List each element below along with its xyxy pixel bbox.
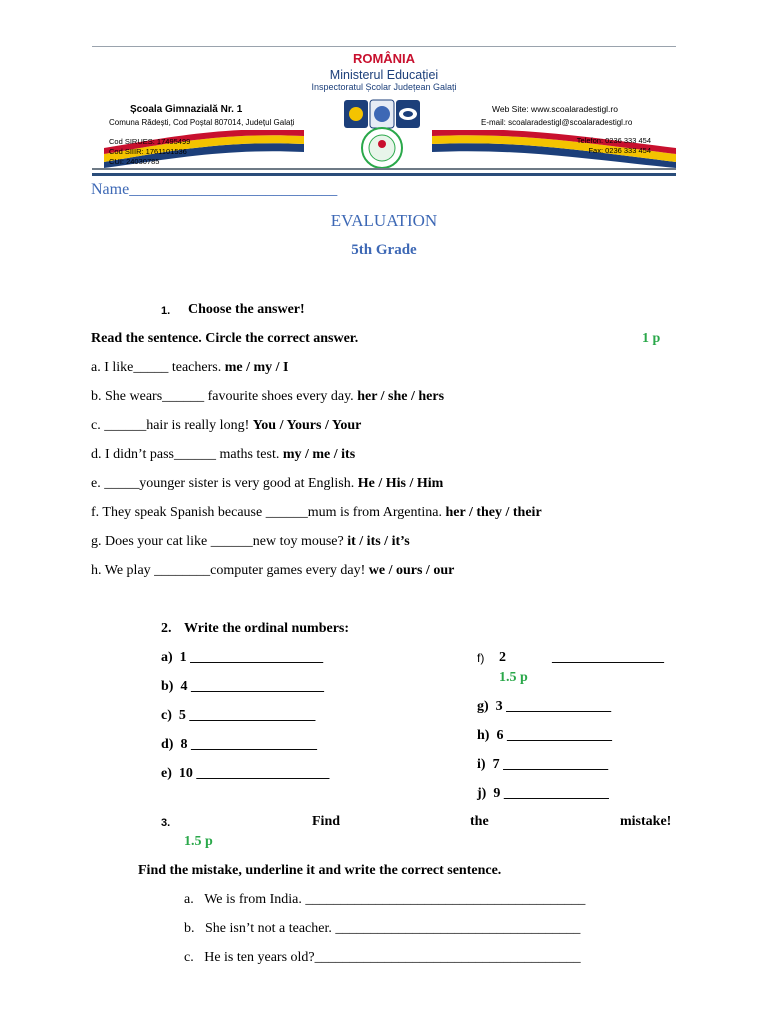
item-letter: e) [161,766,172,781]
ex1-item-c [91,418,361,434]
item-text: f. They speak Spanish because ______mum is from Argentina. [91,505,446,520]
ex2-points: 1.5 p [499,670,528,685]
ex3-item-c [184,950,581,966]
ex2-right-g [477,699,611,715]
item-letter: b. [184,921,195,936]
item-letter: i) [477,757,486,772]
school-codes [109,137,190,167]
answer-options[interactable]: He / His / Him [357,476,444,491]
ex1-number: 1. [161,305,171,317]
answer-options[interactable]: me / my / I [224,360,289,375]
ex2-heading: Write the ordinal numbers: [184,621,350,636]
ordinal-blank[interactable]: 4 ___________________ [180,679,324,694]
item-letter: a) [161,650,173,665]
answer-options[interactable]: it / its / it’s [347,534,410,549]
correction-line[interactable]: He is ten years old?______________________________________ [204,950,581,965]
item-letter: c. [184,950,194,965]
item-letter: b) [161,679,174,694]
inspectorate-name: Inspectoratul Școlar Județean Galați [311,82,457,92]
email-link[interactable]: E-mail: scoalaradestigl@scoalaradestigl.ro [481,118,633,127]
ex1-item-e [91,476,443,492]
ex1-item-g [91,534,410,550]
item-text: b. She wears______ favourite shoes every day. [91,389,358,404]
ex2-right-i [477,757,608,773]
ex3-item-b [184,921,580,937]
item-text: e. _____younger sister is very good at English. [91,476,358,491]
ex2-left-c [161,708,315,724]
correction-line[interactable]: She isn’t not a teacher. ___________________________________ [205,921,581,936]
fax-number: Fax: 0236 333 454 [588,146,651,155]
website-link[interactable]: Web Site: www.scoalaradestigl.ro [492,104,618,114]
ex1-instruction: Read the sentence. Circle the correct answer. [91,331,359,346]
ex3-number: 3. [161,817,171,829]
answer-options[interactable]: we / ours / our [368,563,455,578]
school-logos [342,98,422,170]
ex2-number: 2. [161,621,172,636]
ex3-instruction: Find the mistake, underline it and write the correct sentence. [138,863,502,878]
item-text: c. ______hair is really long! [91,418,253,433]
ex3-heading-word-1: Find [312,814,341,829]
ordinal-blank[interactable]: 9 _______________ [493,786,609,801]
header-bottom-bar [92,173,676,176]
item-text: d. I didn’t pass______ maths test. [91,447,283,462]
item-text: a. I like_____ teachers. [91,360,225,375]
item-letter: g) [477,699,489,714]
grade-subtitle: 5th Grade [351,242,417,258]
answer-options[interactable]: her / she / hers [357,389,445,404]
ex1-item-d [91,447,355,463]
ordinal-blank[interactable]: 5 __________________ [178,708,316,723]
ex2-right-h [477,728,612,744]
letterhead [92,44,676,178]
ex1-item-b [91,389,444,405]
ordinal-blank[interactable]: 6 _______________ [496,728,612,743]
ex3-heading-word-3: mistake! [620,814,672,829]
ordinal-blank[interactable]: 7 _______________ [492,757,609,772]
item-letter: j) [477,786,487,801]
code-cui: CUI: 24030785 [109,157,160,166]
name-field [91,181,337,199]
item-letter: h) [477,728,490,743]
answer-options[interactable]: her / they / their [445,505,542,520]
ex2-right-f-number: 2 [499,650,506,665]
header-bottom-rule [92,168,676,170]
ex3-points: 1.5 p [184,834,213,849]
ex2-left-a [161,650,323,666]
school-name: Școala Gimnazială Nr. 1 [130,104,243,115]
ex2-right-j [477,786,609,802]
answer-options[interactable]: You / Yours / Your [252,418,362,433]
item-letter: a. [184,892,194,907]
ex2-right-f-line[interactable]: ________________ [552,650,664,665]
contact-numbers [576,136,651,156]
page-title: EVALUATION [330,211,438,230]
ex2-left-d [161,737,317,753]
ex1-points: 1 p [642,331,661,346]
phone-number: Telefon: 0236 333 454 [576,136,651,145]
name-label: Name [91,181,130,198]
ordinal-blank[interactable]: 8 __________________ [180,737,317,752]
ex1-item-h [91,563,454,579]
country-title: ROMÂNIA [352,51,416,66]
name-line[interactable]: __________________________ [129,181,338,198]
item-letter: c) [161,708,172,723]
ex2-left-b [161,679,324,695]
ex2-left-e [161,766,329,782]
item-letter: d) [161,737,174,752]
header-top-rule [92,46,676,47]
school-address: Comuna Rădești, Cod Poștal 807014, Județul Galați [109,118,295,127]
ordinal-blank[interactable]: 10 ___________________ [178,766,330,781]
ex1-item-a [91,360,289,376]
ordinal-blank[interactable]: 1 ___________________ [179,650,324,665]
item-text: g. Does your cat like ______new toy mouse? [91,534,348,549]
ministry-name: Ministerul Educației [329,68,439,82]
ex3-item-a [184,892,585,908]
ex2-right-f-letter: f) [477,651,485,665]
ex1-heading: Choose the answer! [188,302,305,317]
answer-options[interactable]: my / me / its [282,447,356,462]
ex1-item-f [91,505,542,521]
code-siiir: Cod SIIIR: 1761101536 [109,147,187,156]
code-sirues: Cod SIRUES: 17495499 [109,137,191,146]
ordinal-blank[interactable]: 3 _______________ [495,699,612,714]
correction-line[interactable]: We is from India. ________________________________________ [204,892,586,907]
item-text: h. We play ________computer games every day! [91,563,369,578]
ex3-heading-word-2: the [470,814,489,829]
